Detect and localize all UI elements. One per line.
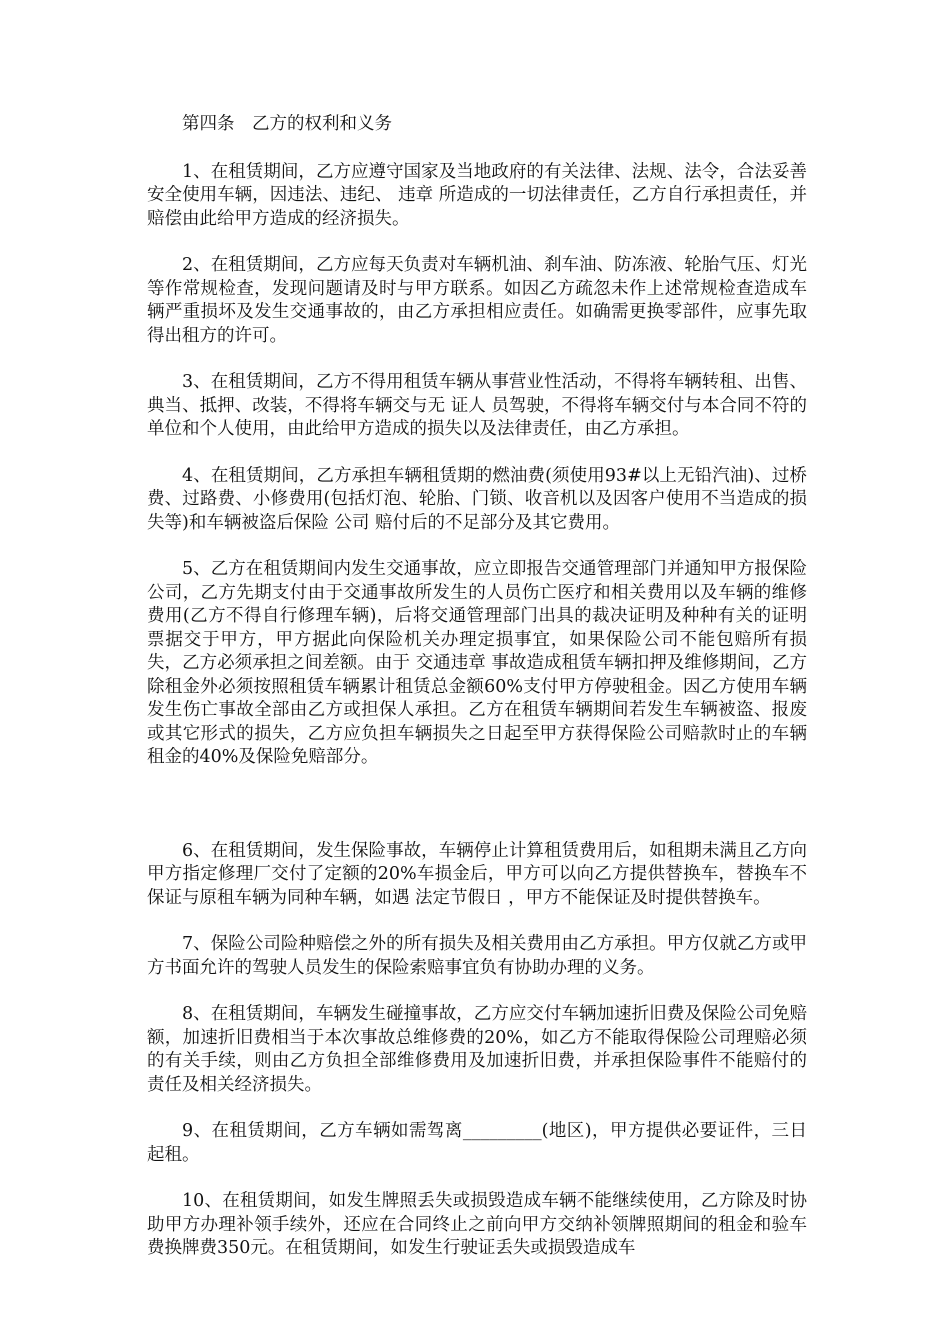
clause-5: 5、乙方在租赁期间内发生交通事故，应立即报告交通管理部门并通知甲方报保险公司，乙方先期支付由于交通事故所发生的人员伤亡医疗和相关费用以及车辆的维修费用(乙方不得自行修理车辆)，后将交通管理部门出具的裁决证明及种种有关的证明票据交于甲方，甲方据此向保险机关办理定损事宜，如果保险公司不能包赔所有损失，乙方必须承担之间差额。由于 交通违章 事故造成租赁车辆扣押及维修期间，乙方除租金外必须按照租赁车辆累计租赁总金额60%支付甲方停驶租金。因乙方使用车辆发生伤亡事故全部由乙方或担保人承担。乙方在租赁车辆期间若发生车辆被盗、报废或其它形式的损失，乙方应负担车辆损失之日起至甲方获得保险公司赔款时止的车辆租金的40%及保险免赔部分。 [147,559,807,767]
clause-4: 4、在租赁期间，乙方承担车辆租赁期的燃油费(须使用93#以上无铅汽油)、过桥费、过路费、小修费用(包括灯泡、轮胎、门锁、收音机以及因客户使用不当造成的损失等)和车辆被盗后保险 公司 赔付后的不足部分及其它费用。 [147,465,807,533]
document-body [147,113,807,1284]
clause-6: 6、在租赁期间，发生保险事故，车辆停止计算租赁费用后，如租期未满且乙方向甲方指定修理厂交付了定额的20%车损金后，甲方可以向乙方提供替换车，替换车不保证与原租车辆为同种车辆，如遇 法定节假日 ，甲方不能保证及时提供替换车。 [147,840,807,908]
clause-8: 8、在租赁期间，车辆发生碰撞事故，乙方应交付车辆加速折旧费及保险公司免赔额，加速折旧费相当于本次事故总维修费的20%，如乙方不能取得保险公司理赔必须的有关手续，则由乙方负担全部维修费用及加速折旧费，并承担保险事件不能赔付的责任及相关经济损失。 [147,1004,807,1095]
clause-9: 9、在租赁期间，乙方车辆如需驾离_________(地区)，甲方提供必要证件，三日起租。 [147,1121,807,1165]
clause-3: 3、在租赁期间，乙方不得用租赁车辆从事营业性活动，不得将车辆转租、出售、典当、抵押、改装，不得将车辆交与无 证人 员驾驶，不得将车辆交付与本合同不符的单位和个人使用，由此给甲方造成的损失以及法律责任，由乙方承担。 [147,372,807,439]
clause-7: 7、保险公司险种赔偿之外的所有损失及相关费用由乙方承担。甲方仅就乙方或甲方书面允许的驾驶人员发生的保险索赔事宜负有协助办理的义务。 [147,934,807,978]
clause-1: 1、在租赁期间，乙方应遵守国家及当地政府的有关法律、法规、法令，合法妥善安全使用车辆，因违法、违纪、 违章 所造成的一切法律责任，乙方自行承担责任，并赔偿由此给甲方造成的经济损失。 [147,161,807,229]
article-heading: 第四条 乙方的权利和义务 [182,114,392,134]
clause-2: 2、在租赁期间，乙方应每天负责对车辆机油、刹车油、防冻液、轮胎气压、灯光等作常规检查，发现问题请及时与甲方联系。如因乙方疏忽未作上述常规检查造成车辆严重损坏及发生交通事故的，由乙方承担相应责任。如确需更换零部件，应事先取得出租方的许可。 [147,255,807,346]
clause-10: 10、在租赁期间，如发生牌照丢失或损毁造成车辆不能继续使用，乙方除及时协助甲方办理补领手续外，还应在合同终止之前向甲方交纳补领牌照期间的租金和验车费换牌费350元。在租赁期间，如发生行驶证丢失或损毁造成车 [147,1191,807,1258]
